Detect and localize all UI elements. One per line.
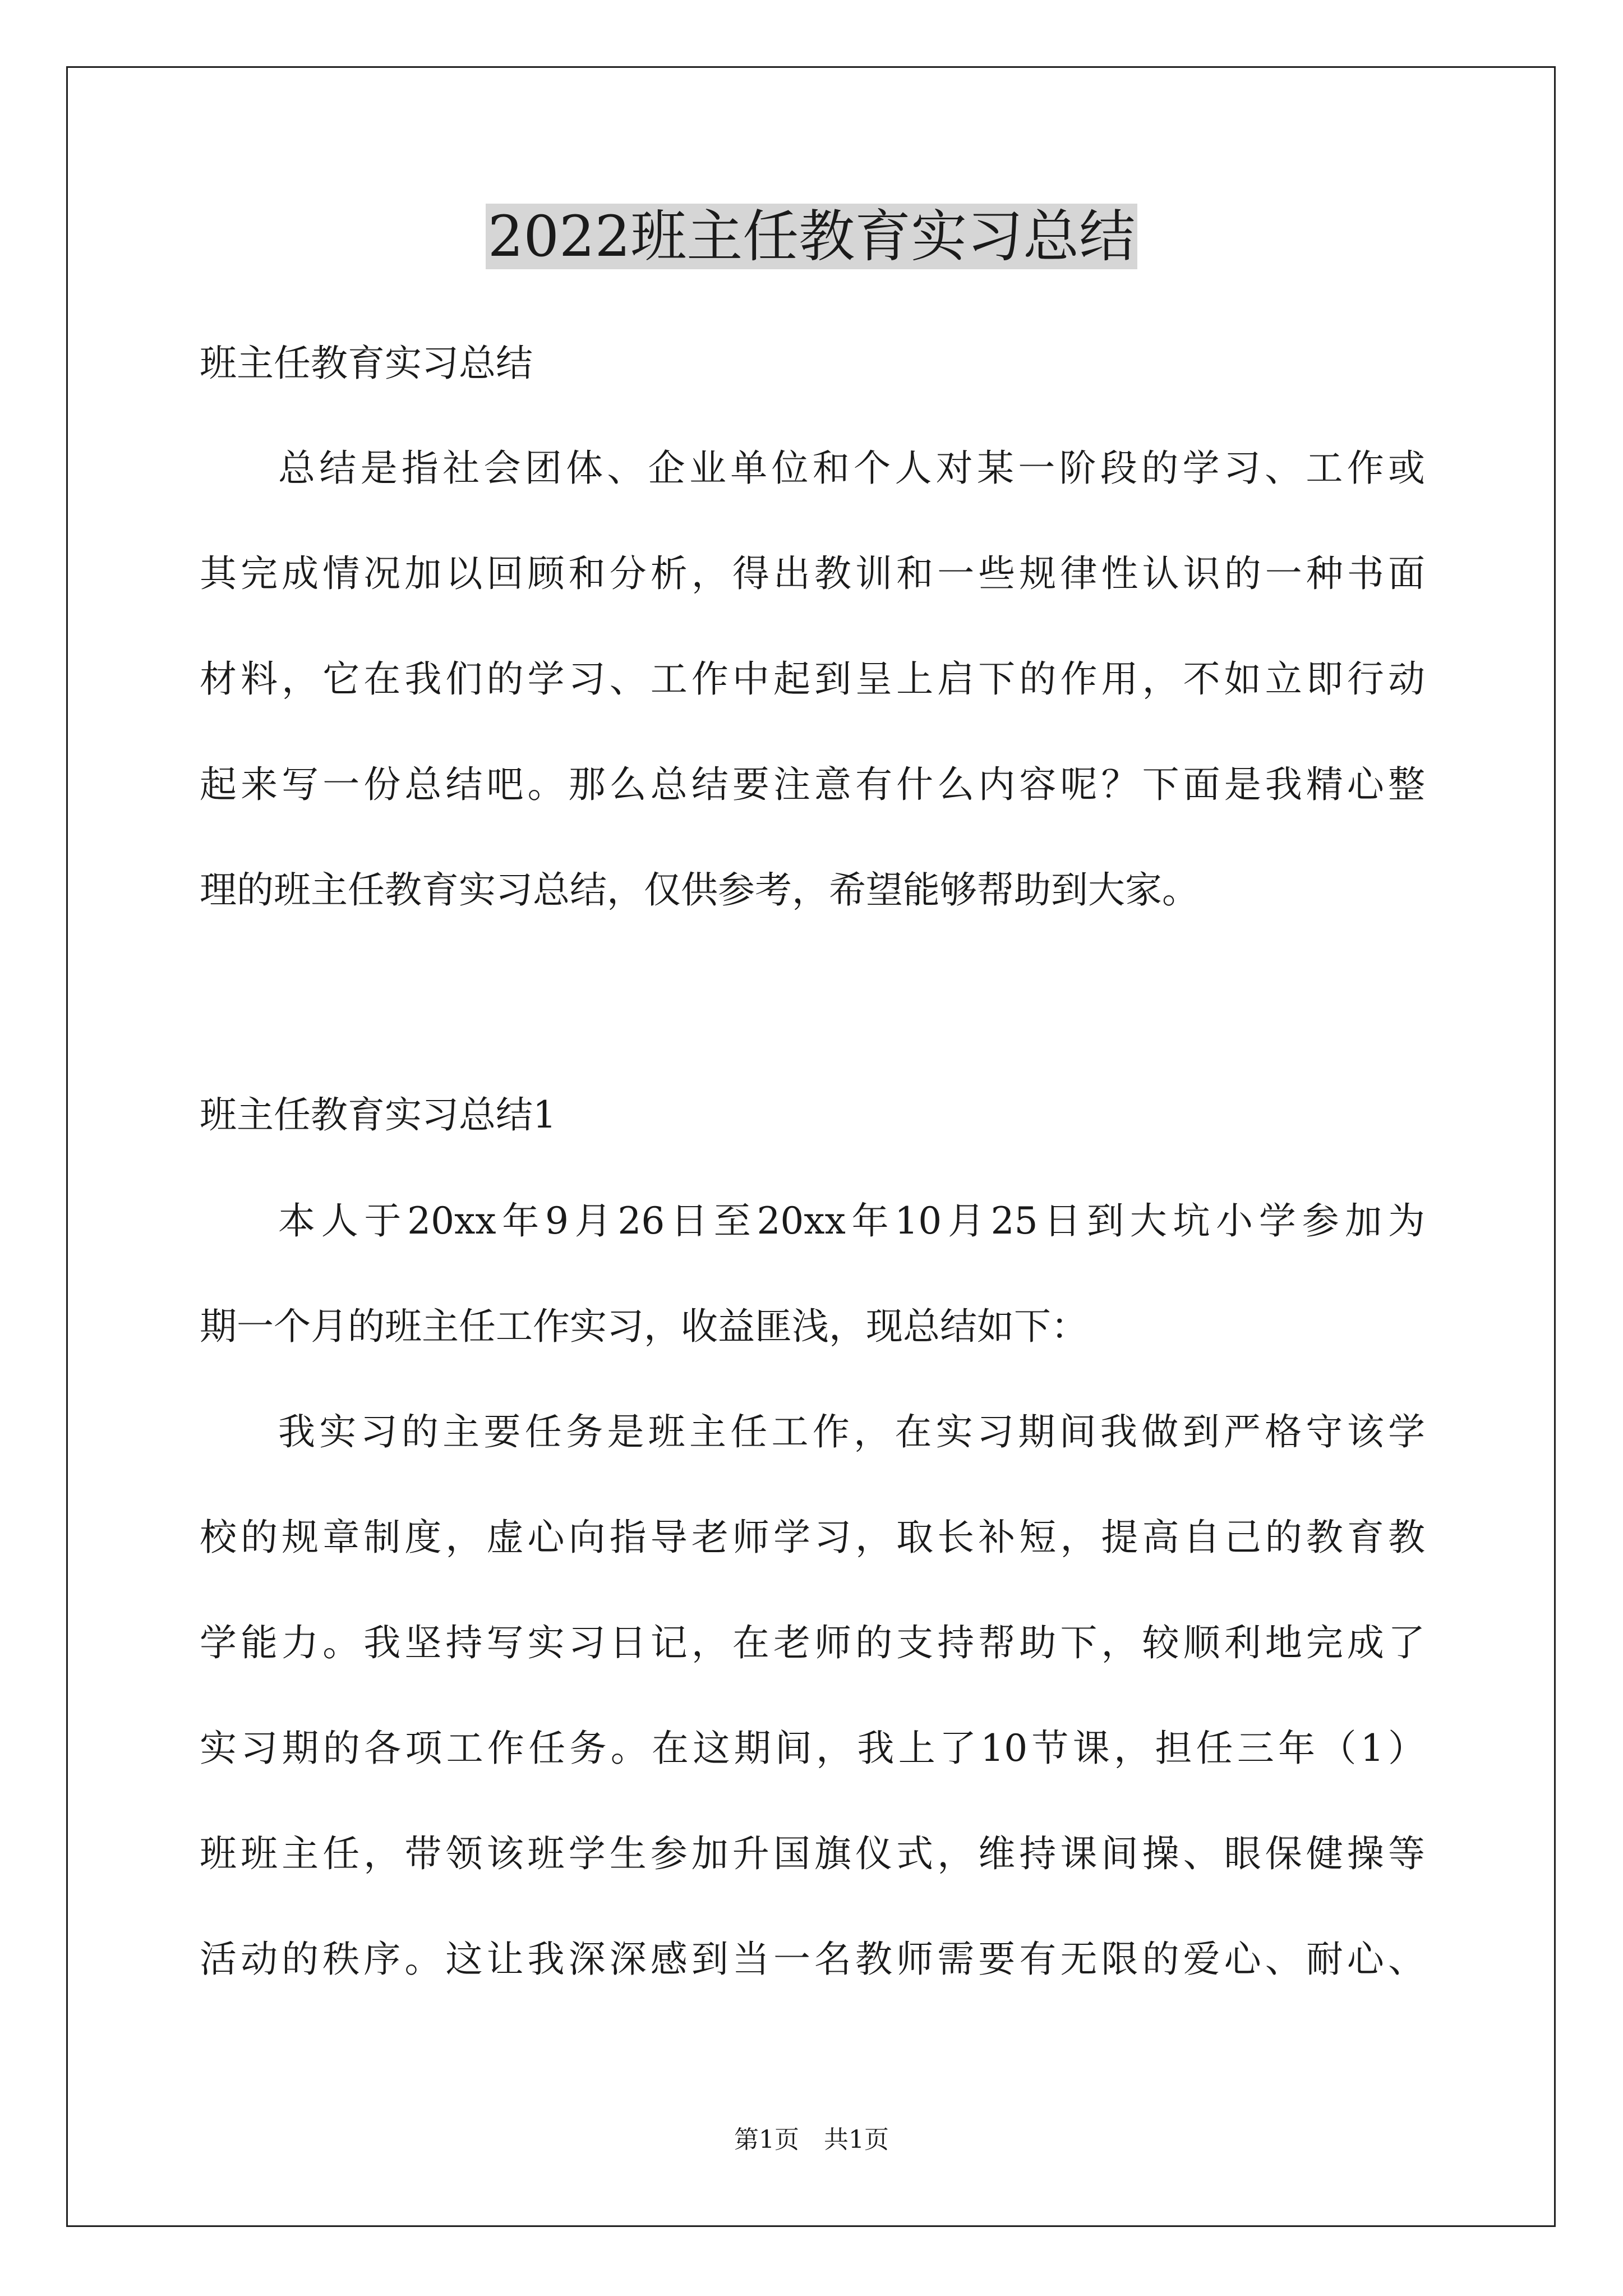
para2-line-3: 学能力。我坚持写实习日记，在老师的支持帮助下，较顺利地完成了 xyxy=(200,1621,1425,1664)
para2-line-2: 校的规章制度，虚心向指导老师学习，取长补短，提高自己的教育教 xyxy=(200,1516,1425,1559)
para1-line-2: 期一个月的班主任工作实习，收益匪浅，现总结如下： xyxy=(200,1305,1088,1348)
para2-line-6: 活动的秩序。这让我深深感到当一名教师需要有无限的爱心、耐心、 xyxy=(200,1938,1425,1981)
document-subtitle: 班主任教育实习总结 xyxy=(200,342,533,385)
document-title-text: 2022班主任教育实习总结 xyxy=(486,204,1138,269)
intro-line-3: 材料，它在我们的学习、工作中起到呈上启下的作用，不如立即行动 xyxy=(200,657,1425,701)
intro-line-4: 起来写一份总结吧。那么总结要注意有什么内容呢？下面是我精心整 xyxy=(200,763,1425,806)
para1-line-1: 本人于20xx年9月26日至20xx年10月25日到大坑小学参加为 xyxy=(278,1199,1425,1243)
intro-line-2: 其完成情况加以回顾和分析，得出教训和一些规律性认识的一种书面 xyxy=(200,552,1425,595)
intro-line-1: 总结是指社会团体、企业单位和个人对某一阶段的学习、工作或 xyxy=(278,447,1425,490)
page-number: 第1页 xyxy=(734,2125,799,2154)
para2-line-5: 班班主任，带领该班学生参加升国旗仪式，维持课间操、眼保健操等 xyxy=(200,1832,1425,1875)
para2-line-1: 我实习的主要任务是班主任工作，在实习期间我做到严格守该学 xyxy=(278,1410,1425,1453)
para2-line-4: 实习期的各项工作任务。在这期间，我上了10节课，担任三年（1） xyxy=(200,1727,1425,1770)
page-footer xyxy=(0,2123,1623,2157)
section-heading: 班主任教育实习总结1 xyxy=(200,1093,556,1137)
page-total: 共1页 xyxy=(824,2125,889,2154)
intro-line-5: 理的班主任教育实习总结，仅供参考，希望能够帮助到大家。 xyxy=(200,868,1199,912)
document-title xyxy=(0,197,1623,276)
